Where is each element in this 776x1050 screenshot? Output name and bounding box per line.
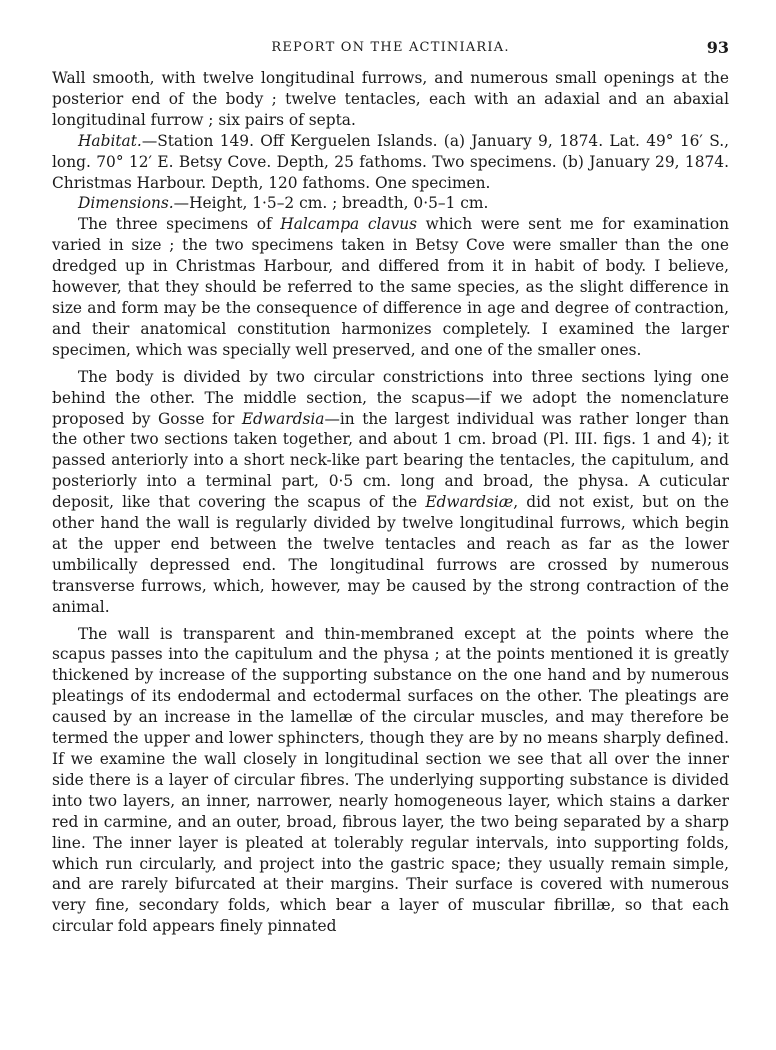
- page-header: [52, 38, 729, 68]
- page: [52, 38, 729, 937]
- dimensions-label: Dimensions.: [78, 194, 174, 213]
- genus-edwardsia: Edwardsia: [241, 409, 325, 428]
- running-title: REPORT ON THE ACTINIARIA.: [271, 40, 510, 55]
- specimens-text-a: The three specimens of: [78, 215, 281, 234]
- paragraph-specimens: [52, 214, 729, 360]
- body-text: [52, 68, 729, 937]
- page-number: 93: [706, 38, 729, 57]
- species-name: Halcampa clavus: [280, 215, 418, 234]
- body-text-c: , did not exist, but on the other hand the wall is regularly divided by twelve longitudinal furrows, which begin at the upper end between the twelve tentacles and reach as far as the lower umbilically depressed end. The longitudinal furrows are crossed by numerous transverse furrows, which, however, may be caused by the strong contraction of the animal.: [52, 493, 729, 616]
- paragraph-diagnosis: Wall smooth, with twelve longitudinal furrows, and numerous small openings at the posterior end of the body ; twelve tentacles, each with an adaxial and an abaxial longitudinal furrow ; six pairs of septa.: [52, 69, 729, 129]
- dimensions-text: —Height, 1·5–2 cm. ; breadth, 0·5–1 cm.: [173, 194, 489, 213]
- paragraph-wall-structure: The wall is transparent and thin-membraned except at the points where the scapus passes into the capitulum and the physa ; at the points mentioned it is greatly thickened by increase of the supporting substance on the one hand and by numerous pleatings of its endodermal and ectodermal surfaces on the other. The pleatings are caused by an increase in the lamellæ of the circular muscles, and may therefore be termed the upper and lower sphincters, though they are by no means sharply defined. If we examine the wall closely in longitudinal section we see that all over the inner side there is a layer of circular fibres. The underlying supporting substance is divided into two layers, an inner, narrower, nearly homogeneous layer, which stains a darker red in carmine, and an outer, broad, fibrous layer, the two being separated by a sharp line. The inner layer is pleated at tolerably regular intervals, into supporting folds, which run circularly, and project into the gastric space; they usually remain simple, and are rarely bifurcated at their margins. Their surface is covered with numerous very fine, secondary folds, which bear a layer of muscular fibrillæ, so that each circular fold appears finely pinnated: [52, 624, 729, 936]
- body-text-b: —in the largest individual was rather longer than the other two sections taken together, and about 1 cm. broad (Pl. III. figs. 1 and 4); it passed anteriorly into a short neck-like part bearing the tentacles, the capitulum, and posteriorly into a terminal part, 0·5 cm. long and broad, the physa. A cuticular deposit, like that covering the scapus of the: [52, 409, 729, 512]
- paragraph-habitat: [52, 131, 729, 194]
- specimens-text-b: which were sent me for examination varied in size ; the two specimens taken in Betsy Cove were smaller than the one dredged up in Christmas Harbour, and differed from it in habit of body. I believe, however, that they should be referred to the same species, as the slight difference in size and form may be the consequence of difference in age and degree of contraction, and their anatomical constitution harmonizes completely. I examined the larger specimen, which was specially well preserved, and one of the smaller ones.: [52, 215, 729, 359]
- body-text-a: The body is divided by two circular constrictions into three sections lying one behind the other. The middle section, the scapus—if we adopt the nomenclature proposed by Gosse for: [52, 367, 729, 428]
- habitat-label: Habitat.: [78, 131, 142, 150]
- paragraph-dimensions: [52, 193, 729, 214]
- genus-edwardsiae: Edwardsiæ: [425, 493, 514, 512]
- paragraph-body-sections: [52, 367, 729, 618]
- habitat-text: —Station 149. Off Kerguelen Islands. (a) January 9, 1874. Lat. 49° 16′ S., long. 70° 12′ E. Betsy Cove. Depth, 25 fathoms. Two specimens. (b) January 29, 1874. Christmas Harbour. Depth, 120 fathoms. One specimen.: [52, 131, 729, 192]
